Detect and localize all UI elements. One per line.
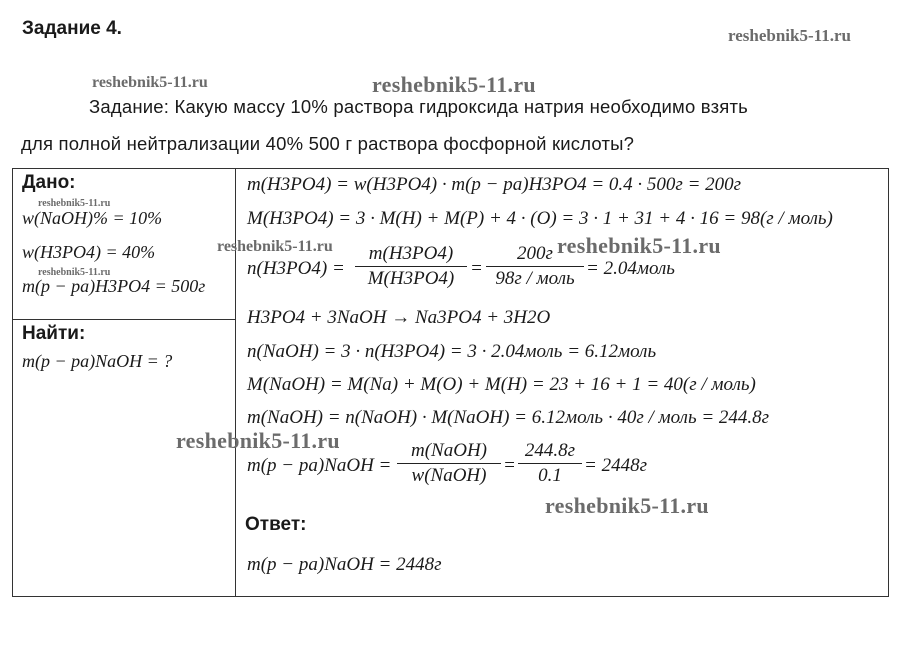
fraction-denominator: w(NaOH) <box>411 465 487 486</box>
solution-line-6: M(NaOH) = M(Na) + M(O) + M(H) = 23 + 16 + 1 = 40(г / моль) <box>247 374 756 395</box>
given-w-h3po4: w(H3PO4) = 40% <box>22 242 156 262</box>
find-m-solution-naoh: m(p − pa)NaOH = ? <box>22 351 173 371</box>
equals-sign: = <box>470 258 483 279</box>
solution-line-8-left: m(p − pa)NaOH = <box>247 455 392 476</box>
solution-line-7: m(NaOH) = n(NaOH) · M(NaOH) = 6.12моль · 40г / моль = 244.8г <box>247 407 770 428</box>
watermark: reshebnik5-11.ru <box>217 238 333 255</box>
watermark: reshebnik5-11.ru <box>38 198 111 209</box>
solution-line-1: m(H3PO4) = w(H3PO4) · m(p − pa)H3PO4 = 0.4 · 500г = 200г <box>247 174 742 195</box>
solution-line-3-left: n(H3PO4) = <box>247 258 345 279</box>
solution-line-8-result: = 2448г <box>584 455 647 476</box>
watermark: reshebnik5-11.ru <box>38 267 111 278</box>
watermark: reshebnik5-11.ru <box>176 428 340 453</box>
fraction-numerator: 200г <box>517 243 553 264</box>
given-heading: Дано: <box>22 172 76 193</box>
fraction-numerator: 244.8г <box>524 440 576 461</box>
watermark: reshebnik5-11.ru <box>372 72 536 97</box>
answer-value: m(p − pa)NaOH = 2448г <box>247 554 442 575</box>
task-text-line-1: Задание: Какую массу 10% раствора гидроксида натрия необходимо взять <box>89 96 749 117</box>
task-text-line-2: для полной нейтрализации 40% 500 г раствора фосфорной кислоты? <box>21 133 635 154</box>
watermark: reshebnik5-11.ru <box>92 74 208 91</box>
watermark: reshebnik5-11.ru <box>557 233 721 258</box>
fraction-denominator: M(H3PO4) <box>367 268 455 289</box>
solution-line-5: n(NaOH) = 3 · n(H3PO4) = 3 · 2.04моль = 6.12моль <box>247 341 657 362</box>
watermark: reshebnik5-11.ru <box>728 26 851 45</box>
watermark: reshebnik5-11.ru <box>545 493 709 518</box>
fraction-numeric <box>518 440 582 487</box>
solution-line-4: H3PO4 + 3NaOH → Na3PO4 + 3H2O <box>247 307 551 328</box>
solution-line-2: M(H3PO4) = 3 · M(H) + M(P) + 4 · (O) = 3 · 1 + 31 + 4 · 16 = 98(г / моль) <box>247 208 833 229</box>
page-title: Задание 4. <box>22 18 122 39</box>
fraction-mass-ratio <box>397 440 501 487</box>
fraction-denominator: 98г / моль <box>495 268 575 289</box>
given-m-solution-h3po4: m(p − pa)H3PO4 = 500г <box>22 276 206 296</box>
fraction-numerator: m(H3PO4) <box>368 243 454 264</box>
fraction-numerator: m(NaOH) <box>411 440 487 461</box>
equals-sign: = <box>503 455 516 476</box>
fraction-molar-ratio <box>355 243 467 290</box>
given-w-naoh: w(NaOH)% = 10% <box>22 208 163 228</box>
solution-line-3-result: = 2.04моль <box>586 258 675 279</box>
find-heading: Найти: <box>22 323 86 344</box>
answer-heading: Ответ: <box>245 514 307 535</box>
fraction-denominator: 0.1 <box>538 465 562 486</box>
fraction-numeric <box>486 243 584 290</box>
